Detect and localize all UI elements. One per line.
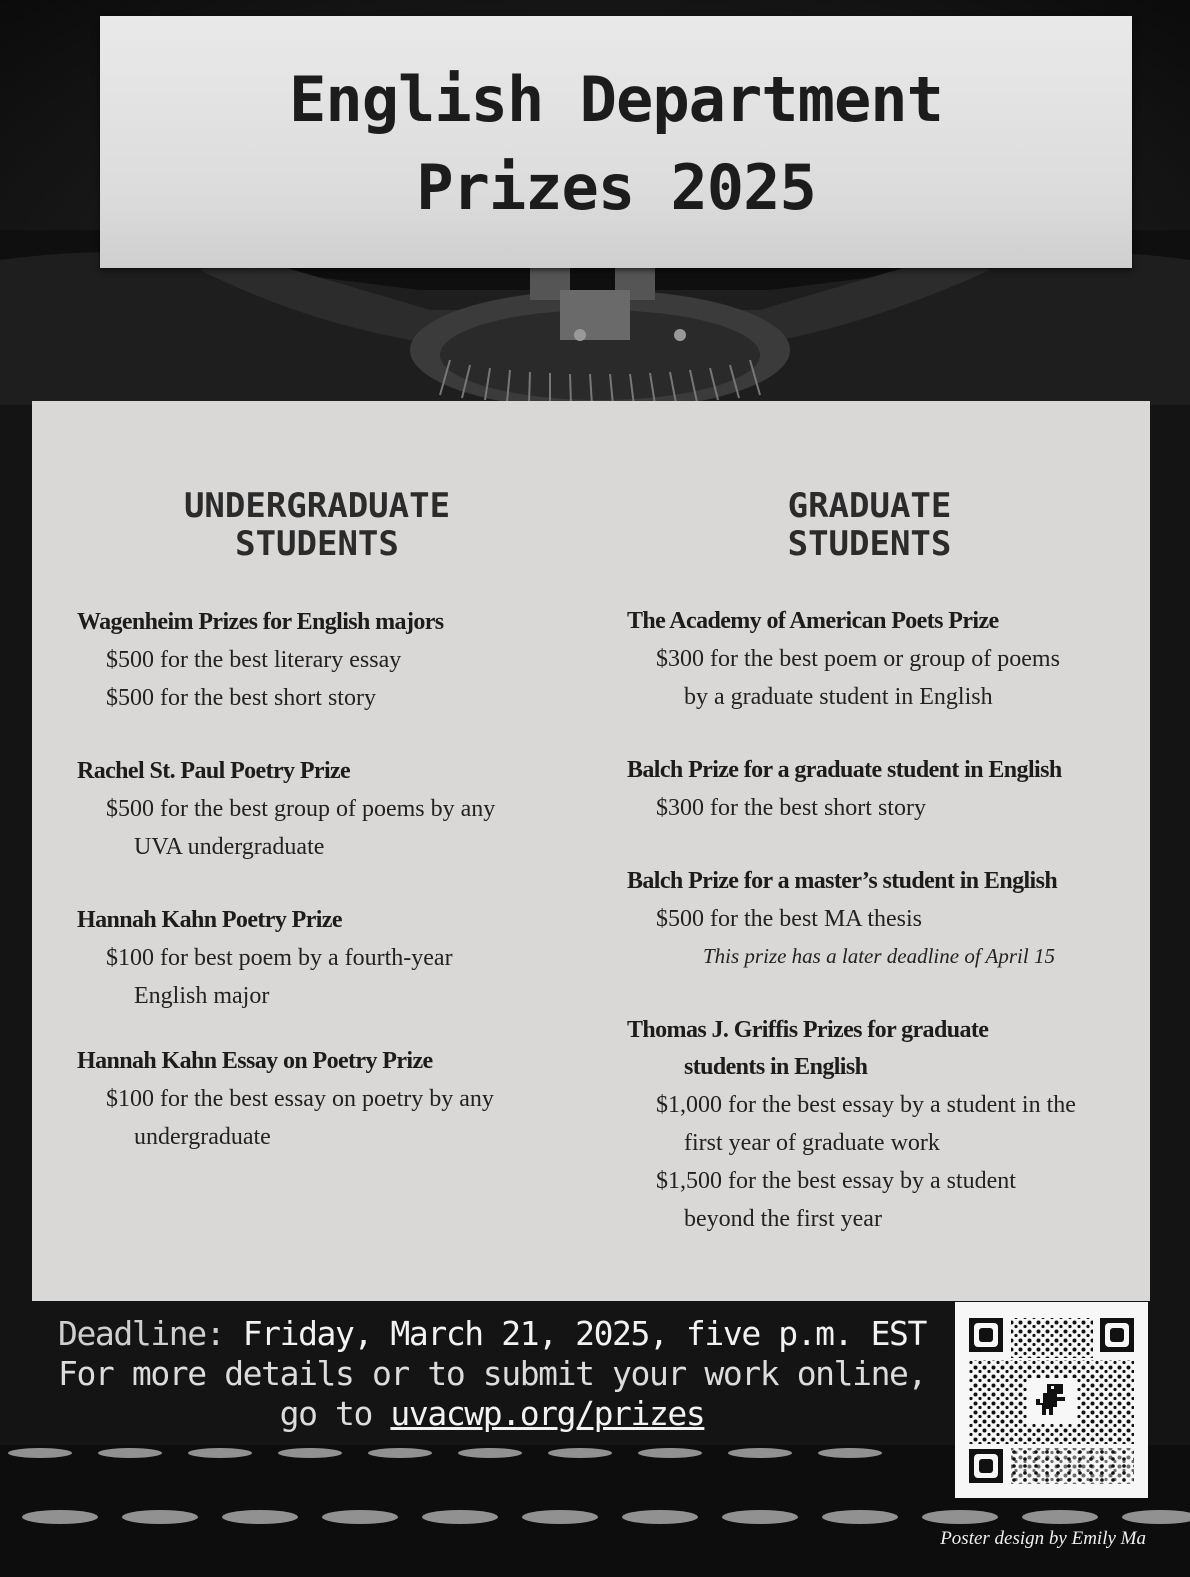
prize-line: $100 for best poem by a fourth-year <box>106 945 453 971</box>
graduate-heading <box>627 487 1112 563</box>
deadline-line <box>36 1314 948 1354</box>
goto-line <box>36 1394 948 1434</box>
undergraduate-heading <box>77 487 557 563</box>
prize-line: $300 for the best poem or group of poems <box>656 646 1060 672</box>
prize-thomas-griffis <box>627 1012 1127 1238</box>
title-line-1: English Department <box>289 63 943 136</box>
title-line-2: Prizes 2025 <box>416 151 816 224</box>
prize-description <box>77 939 577 1015</box>
prize-name: Balch Prize for a graduate student in English <box>627 757 1062 783</box>
prize-line-continued: undergraduate <box>134 1124 271 1150</box>
prize-description <box>77 790 577 866</box>
prize-name: Hannah Kahn Poetry Prize <box>77 907 342 933</box>
poster-title <box>100 16 1132 232</box>
prize-name: Balch Prize for a master’s student in English <box>627 868 1058 894</box>
undergraduate-heading-line-2: STUDENTS <box>235 524 399 564</box>
graduate-heading-line-1: GRADUATE <box>787 486 952 526</box>
prize-description <box>77 1080 577 1156</box>
prize-name-continued: students in English <box>684 1054 868 1080</box>
prize-balch-graduate <box>627 752 1127 827</box>
prize-wagenheim <box>77 604 577 717</box>
prize-name-line: Thomas J. Griffis Prizes for graduate <box>627 1017 989 1043</box>
prize-line-continued: UVA undergraduate <box>134 834 325 860</box>
prize-name: Wagenheim Prizes for English majors <box>77 609 444 635</box>
prize-line: $500 for the best group of poems by any <box>106 796 496 822</box>
prize-name <box>627 1012 1127 1086</box>
prize-line: $500 for the best short story <box>106 685 376 711</box>
prize-balch-masters <box>627 863 1127 974</box>
prize-academy-american-poets <box>627 603 1127 716</box>
paper-sheet <box>100 16 1132 268</box>
prize-line: $500 for the best literary essay <box>106 647 402 673</box>
prize-line-continued: English major <box>134 983 270 1009</box>
prizes-panel <box>32 401 1150 1301</box>
submission-link[interactable]: uvacwp.org/prizes <box>390 1394 705 1433</box>
undergraduate-heading-line-1: UNDERGRADUATE <box>183 486 451 526</box>
poster-credit: Poster design by Emily Ma <box>940 1528 1146 1549</box>
deadline-block <box>36 1314 948 1434</box>
prize-description <box>627 1086 1127 1162</box>
prize-line: $300 for the best short story <box>656 795 926 821</box>
prize-line: $500 for the best MA thesis <box>656 906 922 932</box>
prize-hannah-kahn-essay <box>77 1043 577 1156</box>
qr-code-icon <box>955 1302 1148 1498</box>
prize-description <box>627 640 1127 716</box>
deadline-label: Deadline: <box>58 1314 225 1353</box>
prize-line: $100 for the best essay on poetry by any <box>106 1086 494 1112</box>
graduate-heading-line-2: STUDENTS <box>787 524 952 564</box>
prize-line-continued: beyond the first year <box>684 1206 882 1232</box>
prize-description <box>627 1162 1127 1238</box>
details-line: For more details or to submit your work online, <box>58 1354 926 1393</box>
prize-name: Rachel St. Paul Poetry Prize <box>77 758 351 784</box>
deadline-date: Friday, March 21, 2025, five p.m. EST <box>242 1314 926 1353</box>
prize-rachel-st-paul <box>77 753 577 866</box>
prize-line: $1,500 for the best essay by a student <box>656 1168 1016 1194</box>
prize-line-continued: by a graduate student in English <box>684 684 993 710</box>
prize-hannah-kahn-poetry <box>77 902 577 1015</box>
prize-line-continued: first year of graduate work <box>684 1130 940 1156</box>
qr-code[interactable] <box>955 1302 1148 1498</box>
prize-name: Hannah Kahn Essay on Poetry Prize <box>77 1048 433 1074</box>
typewriter-hero <box>0 0 1190 405</box>
prize-name: The Academy of American Poets Prize <box>627 608 999 634</box>
goto-text: go to <box>279 1394 372 1433</box>
prize-line: $1,000 for the best essay by a student in the <box>656 1092 1076 1118</box>
prize-deadline-note: This prize has a later deadline of April 15 <box>703 944 1055 968</box>
